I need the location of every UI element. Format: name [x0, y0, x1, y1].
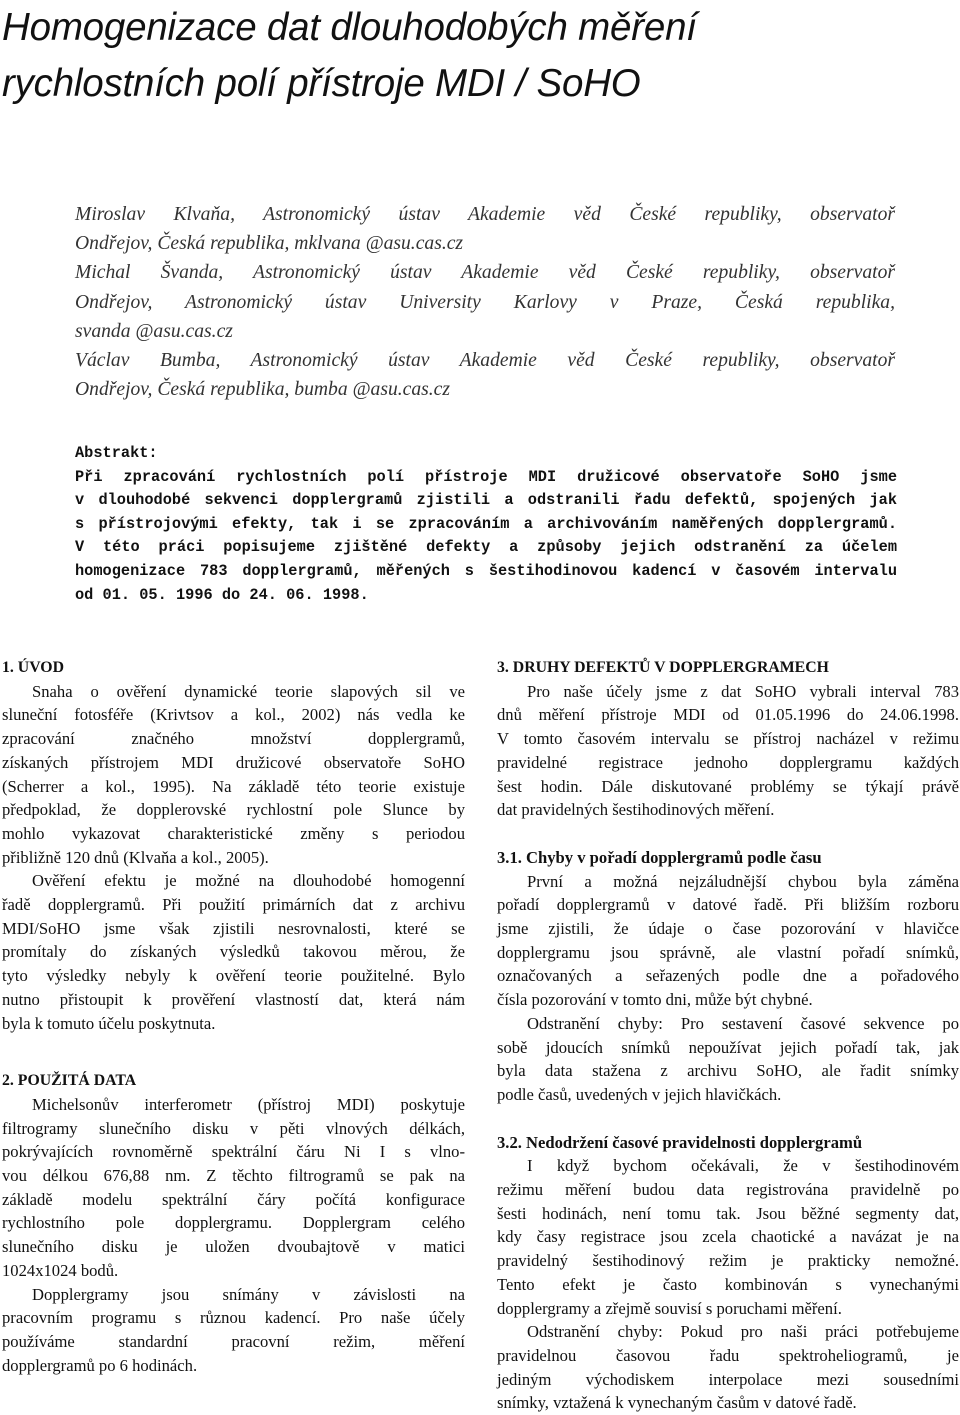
abstract-line: V této práci popisujeme zjištěné defekty a způsoby jejich odstranění za účelem [75, 538, 897, 557]
text-line: šesti hodinách, není tomu tak. Jsou běžné segmenty dat, [497, 1203, 959, 1223]
text-line: sluneční fotosféře (Krivtsov a kol., 2002) nás vedla ke [2, 705, 465, 725]
paragraph [2, 869, 465, 1035]
text-line: 1024x1024 bodů. [2, 1260, 119, 1280]
text-line: V tomto časovém intervalu se přístroj nacházel v režimu [497, 729, 959, 749]
text-line: označovaných a seřazených podle dne a pořadového [497, 966, 959, 986]
text-line: Dopplergramy jsou snímány v závislosti na [32, 1284, 465, 1304]
text-line: pokrývajících rovnoměrně spektrální čáru Ni I s vlno- [2, 1142, 465, 1162]
text-line: používáme standardní pracovní režim, měření [2, 1331, 465, 1351]
text-line: pořadí dopplergramů v datové řadě. Při bližším rozboru [497, 895, 959, 915]
text-line: pracovním programu s různou kadencí. Pro naše účely [2, 1308, 465, 1328]
text-line: slunečního disku je uložen dvoubajtově v matici [2, 1237, 465, 1257]
text-line: filtrogramy slunečního disku v pěti vlnových délkách, [2, 1118, 465, 1138]
title-line-2: rychlostních polí přístroje MDI / SoHO [2, 62, 641, 105]
author-line: Ondřejov, Astronomický ústav University Karlovy v Praze, Česká republika, [75, 291, 895, 313]
abstract-heading: Abstrakt: [75, 444, 158, 462]
text-line: dnů měření přístroje MDI od 01.05.1996 do 24.06.1998. [497, 705, 959, 725]
author-line: Václav Bumba, Astronomický ústav Akademie věd České republiky, observatoř [75, 350, 895, 372]
paragraph [2, 680, 465, 870]
text-line: rychlostního pole dopplergramu. Dopplergram celého [2, 1213, 465, 1233]
paragraph [497, 870, 959, 1012]
text-line: dat pravidelných šestihodinových měření. [497, 800, 775, 820]
author-line: Ondřejov, Česká republika, bumba @asu.cas.cz [75, 379, 451, 401]
text-line: základě modelu spektrální čáry počítá konfigurace [2, 1189, 465, 1209]
text-line: byla data stažena z archivu SoHO, ale řadit snímky [497, 1061, 959, 1081]
text-line: byla k tomuto účelu poskytnuta. [2, 1013, 216, 1033]
text-line: jsme zjistili, že údaje o čase pozorování v hlavičce [497, 919, 959, 939]
text-line: Pro naše účely jsme z dat SoHO vybrali interval 783 [527, 681, 959, 701]
section-heading-druhy-defektu: 3. DRUHY DEFEKTŮ V DOPPLERGRAMECH [497, 659, 829, 676]
text-line: Odstranění chyby: Pokud pro naši práci potřebujeme [527, 1322, 959, 1342]
abstract-line: s přístrojovými efekty, tak i se zpracováním a archivováním naměřených dopplergramů. [75, 514, 897, 533]
abstract-line: homogenizace 783 dopplergramů, měřených s šestihodinovou kadencí v časovém intervalu [75, 561, 897, 580]
text-line: přibližně 120 dnů (Klvaňa a kol., 2005). [2, 847, 269, 867]
paragraph [497, 1012, 959, 1107]
text-line: I když bychom očekávali, že v šestihodinovém [527, 1156, 959, 1176]
text-line: Michelsonův interferometr (přístroj MDI) poskytuje [32, 1094, 465, 1114]
text-line: Snaha o ověření dynamické teorie slapových sil ve [32, 681, 465, 701]
text-line: První a možná nejzáludnější chybou byla záměna [527, 871, 959, 891]
text-line: pravidelnou časovou řadu spektroheliogramů, je [497, 1345, 959, 1365]
text-line: promítaly do získaných výsledků takovou měrou, že [2, 942, 465, 962]
author-line: Miroslav Klvaňa, Astronomický ústav Akademie věd České republiky, observatoř [75, 204, 895, 225]
title-line-1: Homogenizace dat dlouhodobých měření [2, 6, 697, 49]
text-line: snímky, vztažená k vynechaným časům v datové řadě. [497, 1393, 857, 1413]
text-line: Ověření efektu je možné na dlouhodobé homogenní [32, 871, 465, 891]
text-line: jediným východiskem interpolace mezi sousedními [497, 1369, 959, 1389]
text-line: mohlo vykazovat charakteristické změny s periodou [2, 823, 465, 843]
text-line: vou délkou 676,88 nm. Z těchto filtrogramů se pak na [2, 1166, 465, 1186]
text-line: dopplergramů po 6 hodinách. [2, 1355, 198, 1375]
text-line: řadě dopplergramů. Při použití primárních dat z archivu [2, 895, 465, 915]
text-line: (Scherrer a kol., 1995). Na základě této teorie existuje [2, 776, 465, 796]
author-line: Ondřejov, Česká republika, mklvana @asu.cas.cz [75, 233, 464, 255]
section-heading-pouzita-data: 2. POUŽITÁ DATA [2, 1072, 137, 1090]
subsection-heading-chyby-v-poradi: 3.1. Chyby v pořadí dopplergramů podle času [497, 847, 822, 867]
section-heading-uvod: 1. ÚVOD [2, 659, 64, 676]
paragraph [2, 1283, 465, 1378]
paper-title [2, 0, 942, 112]
text-line: šest hodin. Dále diskutované problémy se týkají právě [497, 776, 959, 796]
paragraph [497, 1154, 959, 1320]
text-line: Tento efekt je často kombinován s vynechanými [497, 1274, 959, 1294]
text-line: pravidelné registrace jednoho dopplergramu každých [497, 752, 959, 772]
text-line: tyto výsledky nebyly k ověření teorie použitelné. Bylo [2, 966, 465, 986]
subsection-heading-nedodrzeni-pravidelnosti: 3.2. Nedodržení časové pravidelnosti dopplergramů [497, 1132, 863, 1152]
text-line: režimu měření budou data registrována pravidelně po [497, 1180, 959, 1200]
abstract [75, 442, 897, 607]
paragraph [497, 1320, 959, 1415]
paragraph [497, 680, 959, 822]
text-line: MDI/SoHO jsme však zjistili nesrovnalosti, které se [2, 918, 465, 938]
abstract-line: od 01. 05. 1996 do 24. 06. 1998. [75, 585, 369, 604]
author-affiliations [75, 200, 895, 404]
abstract-line: v dlouhodobé sekvenci dopplergramů zjistili a odstranili řadu defektů, spojených jak [75, 491, 897, 510]
text-line: dopplergramu jsou správně, ale vlastní pořadí snímků, [497, 942, 959, 962]
paragraph [2, 1093, 465, 1283]
text-line: zpracování značného množství dopplergramů, [2, 729, 465, 749]
author-line: svanda @asu.cas.cz [75, 320, 233, 342]
text-line: dopplergramy a zřejmě souvisí s poruchami měření. [497, 1298, 842, 1318]
text-line: předpoklad, že dopplerovské rychlostní pole Slunce by [2, 800, 465, 820]
text-line: pravidelný šestihodinový režim je prakticky nemožné. [497, 1251, 959, 1271]
text-line: podle časů, uvedených v jejich hlavičkách. [497, 1084, 782, 1104]
text-line: čísla pozorování v tomto dni, může být chybné. [497, 990, 813, 1010]
text-line: kdy časy registrace jsou zcela chaotické a navázat je na [497, 1227, 959, 1247]
text-line: získaných přístrojem MDI družicové observatoře SoHO [2, 752, 465, 772]
text-line: nutno přistoupit k prověření vlastností dat, která nám [2, 989, 465, 1009]
left-column [2, 656, 465, 1377]
author-line: Michal Švanda, Astronomický ústav Akademie věd České republiky, observatoř [75, 262, 895, 284]
text-line: sobě jdoucích snímků nepoužívat jejich pořadí tak, jak [497, 1037, 959, 1057]
abstract-line: Při zpracování rychlostních polí přístroje MDI družicové observatoře SoHO jsme [75, 467, 897, 486]
text-line: Odstranění chyby: Pro sestavení časové sekvence po [527, 1013, 959, 1033]
right-column [497, 656, 959, 1415]
